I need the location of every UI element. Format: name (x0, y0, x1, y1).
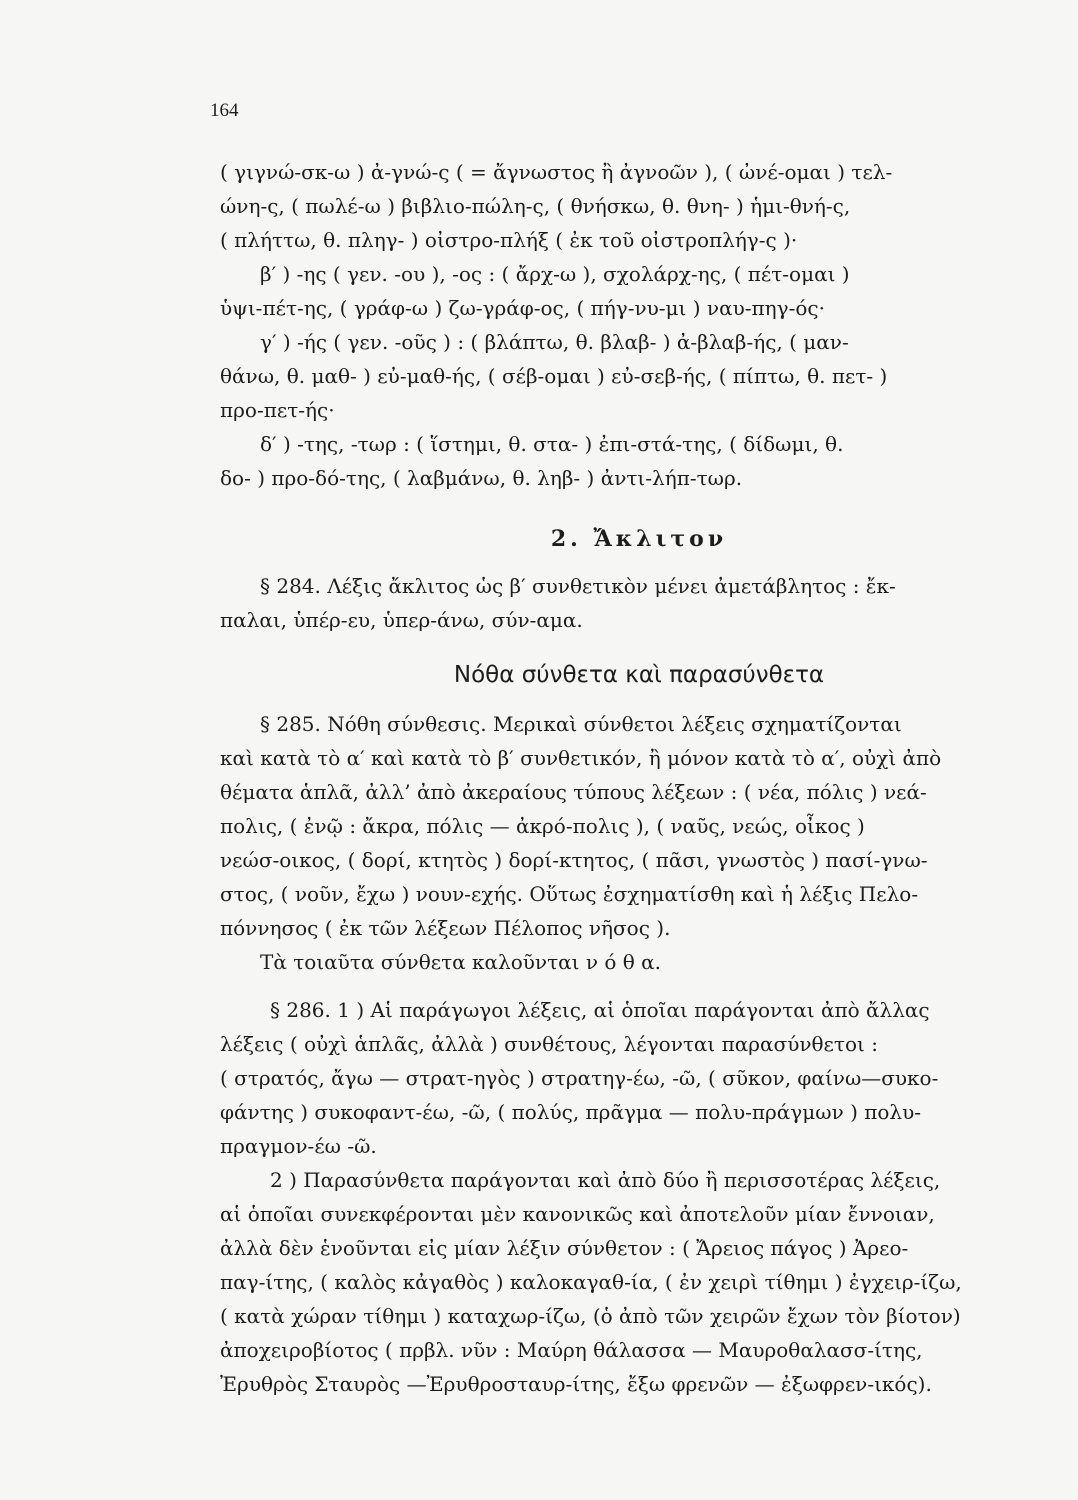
text-line: πραγμον-έω -ῶ. (220, 1134, 377, 1158)
text-line: § 286. 1 ) Αἱ παράγωγοι λέξεις, αἱ ὁποῖαι παράγονται ἀπὸ ἄλλας (270, 998, 930, 1022)
text-line: ὑψι-πέτ-ης, ( γράφ-ω ) ζω-γράφ-ος, ( πήγ-νυ-μι ) ναυ-πηγ-ός· (220, 296, 825, 320)
text-line: θάνω, θ. μαθ- ) εὐ-μαθ-ής, ( σέβ-ομαι ) εὐ-σεβ-ής, ( πίπτω, θ. πετ- ) (220, 364, 888, 388)
text-line: ( γιγνώ-σκ-ω ) ἀ-γνώ-ς ( = ἄγνωστος ἢ ἀγνοῶν ), ( ὠνέ-ομαι ) τελ- (220, 160, 893, 184)
text-line: φάντης ) συκοφαντ-έω, -ῶ, ( πολύς, πρᾶγμα — πολυ-πράγμων ) πολυ- (220, 1100, 922, 1124)
text-line: 2 ) Παρασύνθετα παράγονται καὶ ἀπὸ δύο ἢ περισσοτέρας λέξεις, (270, 1168, 941, 1192)
text-line: ἀποχειροβίοτος ( πρβλ. νῦν : Μαύρη θάλασσα — Μαυροθαλασσ-ίτης, (220, 1338, 923, 1362)
text-line: στος, ( νοῦν, ἔχω ) νουν-εχής. Οὕτως ἐσχηματίσθη καὶ ἡ λέξις Πελο- (220, 882, 919, 906)
text-line: Ἐρυθρὸς Σταυρὸς —Ἐρυθροσταυρ-ίτης, ἔξω φρενῶν — ἐξωφρεν-ικός). (220, 1372, 932, 1396)
text-line: αἱ ὁποῖαι συνεκφέρονται μὲν κανονικῶς καὶ ἀποτελοῦν μίαν ἔννοιαν, (220, 1202, 935, 1226)
text-line: γ′ ) -ής ( γεν. -οῦς ) : ( βλάπτω, θ. βλαβ- ) ἀ-βλαβ-ής, ( μαν- (260, 330, 849, 354)
text-line: ἀλλὰ δὲν ἑνοῦνται εἰς μίαν λέξιν σύνθετον : ( Ἄρειος πάγος ) Ἀρεο- (220, 1236, 909, 1260)
text-line: πόννησος ( ἐκ τῶν λέξεων Πέλοπος νῆσος ). (220, 916, 671, 940)
text-line: β′ ) -ης ( γεν. -ου ), -ος : ( ἄρχ-ω ), σχολάρχ-ης, ( πέτ-ομαι ) (260, 262, 850, 286)
text-line: θέματα ἁπλᾶ, ἀλλ’ ἀπὸ ἀκεραίους τύπους λέξεων : ( νέα, πόλις ) νεά- (220, 780, 927, 804)
text-line: προ-πετ-ής· (220, 398, 335, 422)
section-heading: 2. Ἄκλιτον (550, 526, 728, 552)
text-line: καὶ κατὰ τὸ α′ καὶ κατὰ τὸ β′ συνθετικόν, ἢ μόνον κατὰ τὸ α′, οὐχὶ ἀπὸ (220, 746, 942, 770)
text-line: δ′ ) -της, -τωρ : ( ἵστημι, θ. στα- ) ἐπι-στά-της, ( δίδωμι, θ. (260, 432, 844, 456)
text-line: παγ-ίτης, ( καλὸς κἀγαθὸς ) καλοκαγαθ-ία, ( ἐν χειρὶ τίθημι ) ἐγχειρ-ίζω, (220, 1270, 962, 1294)
text-line: ώνη-ς, ( πωλέ-ω ) βιβλιο-πώλη-ς, ( θνήσκω, θ. θνη- ) ἡμι-θνή-ς, (220, 194, 851, 218)
text-line: δο- ) προ-δό-της, ( λαβμάνω, θ. ληβ- ) ἀντι-λήπ-τωρ. (220, 466, 743, 490)
text-line: § 285. Νόθη σύνθεσις. Μερικαὶ σύνθετοι λέξεις σχηματίζονται (260, 712, 902, 736)
text-line: § 284. Λέξις ἄκλιτος ὡς β′ συνθετικὸν μένει ἀμετάβλητος : ἔκ- (260, 574, 896, 598)
text-line: πολις, ( ἐνῷ : ἄκρα, πόλις — ἀκρό-πολις ), ( ναῦς, νεώς, οἶκος ) (220, 814, 865, 838)
text-line: ( πλήττω, θ. πληγ- ) οἰστρο-πλήξ ( ἐκ τοῦ οἰστροπλήγ-ς )· (220, 228, 798, 252)
text-line: νεώσ-οικος, ( δορί, κτητὸς ) δορί-κτητος, ( πᾶσι, γνωστὸς ) πασί-γνω- (220, 848, 928, 872)
text-line: ( στρατός, ἄγω — στρατ-ηγὸς ) στρατηγ-έω, -ῶ, ( σῦκον, φαίνω—συκο- (220, 1066, 939, 1090)
text-line: παλαι, ὑπέρ-ευ, ὑπερ-άνω, σύν-αμα. (220, 608, 583, 632)
text-line: Τὰ τοιαῦτα σύνθετα καλοῦνται ν ό θ α. (260, 950, 662, 974)
text-line: ( κατὰ χώραν τίθημι ) καταχωρ-ίζω, (ὁ ἀπὸ τῶν χειρῶν ἔχων τὸν βίοτον) (220, 1304, 961, 1328)
text-line: λέξεις ( οὐχὶ ἁπλᾶς, ἀλλὰ ) συνθέτους, λέγονται παρασύνθετοι : (220, 1032, 878, 1056)
page-number: 164 (210, 100, 239, 121)
subsection-heading: Νόθα σύνθετα καὶ παρασύνθετα (453, 662, 825, 688)
